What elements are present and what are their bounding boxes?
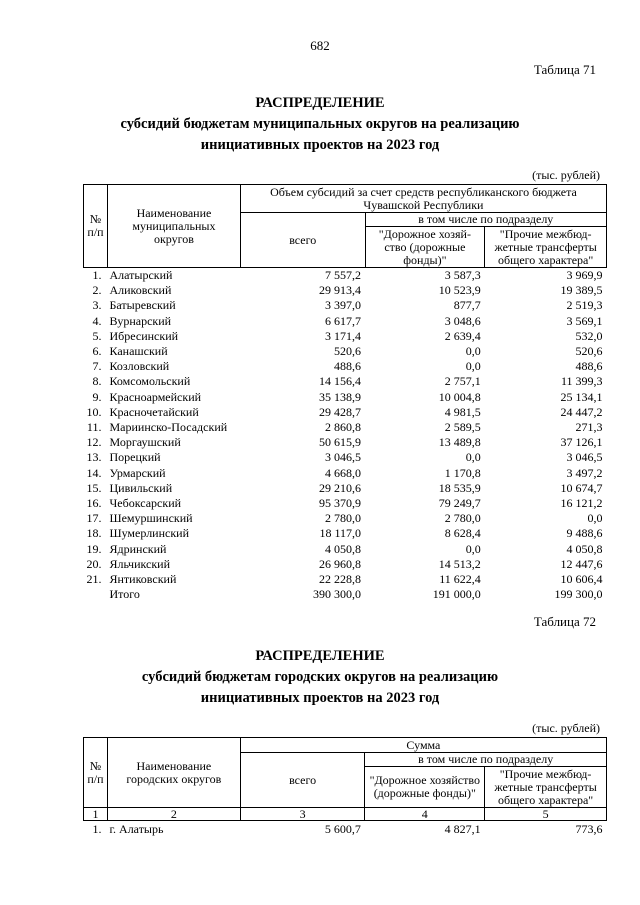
header-name: Наименование городских округов [107, 738, 240, 808]
total-value: 29 210,6 [319, 480, 362, 495]
road-value: 4 827,1 [444, 822, 481, 836]
total-value: 6 617,7 [325, 313, 362, 328]
total-value: 35 138,9 [319, 389, 362, 404]
total-value: 22 228,8 [319, 572, 362, 587]
table-71-label: Таблица 71 [533, 62, 596, 77]
row-number: 5. [92, 328, 102, 343]
column-index-row [84, 808, 607, 821]
district-name: Батыревский [109, 298, 176, 313]
total-value: 3 397,0 [325, 298, 362, 313]
other-value: 24 447,2 [560, 404, 603, 419]
page-number: 682 [310, 38, 330, 53]
row-number: 16. [86, 496, 102, 511]
table-row [84, 481, 607, 496]
header-name: Наименование муниципальных округов [107, 185, 240, 268]
table-row [84, 466, 607, 481]
total-value: 520,6 [334, 344, 362, 359]
district-name: Итого [109, 587, 140, 602]
other-value: 3 969,9 [566, 268, 603, 282]
header-sum: Сумма [240, 738, 606, 753]
row-number: 10. [86, 404, 102, 419]
road-value: 2 589,5 [444, 420, 481, 435]
district-name: Козловский [109, 359, 170, 374]
row-number: 2. [92, 283, 102, 298]
row-number: 18. [86, 526, 102, 541]
table-row [84, 390, 607, 405]
total-value: 2 780,0 [325, 511, 362, 526]
district-name: Канашский [109, 344, 168, 359]
other-value: 12 447,6 [560, 556, 603, 571]
road-value: 2 757,1 [444, 374, 481, 389]
row-number: 7. [92, 359, 102, 374]
total-value: 3 046,5 [325, 450, 362, 465]
total-value: 29 428,7 [319, 404, 362, 419]
table-row [84, 283, 607, 298]
district-name: Порецкий [109, 450, 161, 465]
other-value: 4 050,8 [566, 541, 603, 556]
total-value: 26 960,8 [319, 556, 362, 571]
road-value: 2 639,4 [444, 328, 481, 343]
table-row [84, 298, 607, 313]
district-name: Чебоксарский [109, 496, 182, 511]
road-value: 0,0 [465, 344, 481, 359]
table-row [84, 821, 607, 838]
table-row [84, 526, 607, 541]
other-value: 520,6 [575, 344, 603, 359]
column-index: 4 [365, 808, 485, 821]
other-value: 199 300,0 [554, 587, 603, 602]
other-value: 19 389,5 [560, 283, 603, 298]
district-name: Яльчикский [109, 556, 171, 571]
total-value: 95 370,9 [319, 496, 362, 511]
column-index: 1 [84, 808, 108, 821]
table-72 [83, 737, 607, 837]
header-other: "Прочие межбюд-жетные трансферты общего характера" [485, 767, 607, 808]
total-value: 2 860,8 [325, 420, 362, 435]
other-value: 37 126,1 [560, 435, 603, 450]
other-value: 10 674,7 [560, 480, 603, 495]
road-value: 13 489,8 [438, 435, 481, 450]
road-value: 877,7 [453, 298, 481, 313]
district-name: Янтиковский [109, 572, 177, 587]
table-71-units: (тыс. рублей) [532, 168, 600, 182]
table-row [84, 542, 607, 557]
table-72-units: (тыс. рублей) [532, 721, 600, 735]
table-72-label: Таблица 72 [533, 614, 596, 629]
table-row [84, 420, 607, 435]
district-name: Аликовский [109, 283, 172, 298]
road-value: 8 628,4 [444, 526, 481, 541]
road-value: 0,0 [465, 450, 481, 465]
total-row [84, 587, 607, 602]
row-number: 21. [86, 572, 102, 587]
other-value: 0,0 [587, 511, 603, 526]
road-value: 79 249,7 [438, 496, 481, 511]
road-value: 0,0 [465, 541, 481, 556]
total-value: 488,6 [334, 359, 362, 374]
row-number: 6. [92, 344, 102, 359]
heading-subtitle-1: субсидий бюджетам городских округов на реализацию [141, 669, 499, 685]
heading-title: РАСПРЕДЕЛЕНИЕ [255, 648, 385, 664]
row-number: 17. [86, 511, 102, 526]
total-value: 3 171,4 [325, 328, 362, 343]
road-value: 3 048,6 [444, 313, 481, 328]
row-number: 9. [92, 389, 102, 404]
road-value: 11 622,4 [439, 572, 481, 587]
other-value: 488,6 [575, 359, 603, 374]
table-row [84, 557, 607, 572]
district-name: Ибресинский [109, 328, 179, 343]
road-value: 3 587,3 [444, 268, 481, 282]
other-value: 9 488,6 [566, 526, 603, 541]
row-number: 19. [86, 541, 102, 556]
table-row [84, 450, 607, 465]
road-value: 191 000,0 [432, 587, 481, 602]
road-value: 10 004,8 [438, 389, 481, 404]
row-number: 4. [92, 313, 102, 328]
total-value: 18 117,0 [319, 526, 362, 541]
row-number: 8. [92, 374, 102, 389]
table-row [84, 405, 607, 420]
total-value: 7 557,2 [325, 268, 362, 282]
district-name: Красночетайский [109, 404, 199, 419]
header-total: всего [240, 213, 365, 268]
row-number: 13. [86, 450, 102, 465]
district-name: Красноармейский [109, 389, 202, 404]
total-value: 14 156,4 [319, 374, 362, 389]
header-num: № п/п [84, 185, 108, 268]
table-row [84, 511, 607, 526]
heading-subtitle-1: субсидий бюджетам муниципальных округов на реализацию [120, 116, 520, 132]
district-name: Вурнарский [109, 313, 172, 328]
heading-subtitle-2: инициативных проектов на 2023 год [200, 690, 440, 706]
road-value: 10 523,9 [438, 283, 481, 298]
row-number: 11. [86, 420, 102, 435]
table-row [84, 329, 607, 344]
row-number: 15. [86, 480, 102, 495]
table-row [84, 359, 607, 374]
other-value: 25 134,1 [560, 389, 603, 404]
other-value: 3 046,5 [566, 450, 603, 465]
table-row [84, 268, 607, 284]
other-value: 773,6 [575, 822, 603, 836]
table-row [84, 374, 607, 389]
road-value: 0,0 [465, 359, 481, 374]
column-index: 5 [485, 808, 607, 821]
row-number: 3. [92, 298, 102, 313]
header-road: "Дорожное хозяй-ство (дорожные фонды)" [365, 227, 485, 268]
header-incl: в том числе по подразделу [365, 213, 606, 227]
column-index: 2 [107, 808, 240, 821]
district-name: Ядринский [109, 541, 167, 556]
other-value: 3 497,2 [566, 465, 603, 480]
row-number: 1. [92, 822, 102, 836]
district-name: Цивильский [109, 480, 173, 495]
total-value: 29 913,4 [319, 283, 362, 298]
heading-title: РАСПРЕДЕЛЕНИЕ [255, 95, 385, 111]
header-other: "Прочие межбюд-жетные трансферты общего характера" [485, 227, 607, 268]
district-name: Шумерлинский [109, 526, 190, 541]
district-name: Моргаушский [109, 435, 181, 450]
district-name: Урмарский [109, 465, 166, 480]
header-road: "Дорожное хозяйство (дорожные фонды)" [365, 767, 485, 808]
table-row [84, 435, 607, 450]
total-value: 4 050,8 [325, 541, 362, 556]
table-71-heading [0, 93, 640, 156]
road-value: 4 981,5 [444, 404, 481, 419]
other-value: 11 399,3 [560, 374, 603, 389]
district-name: Алатырский [109, 268, 173, 282]
other-value: 3 569,1 [566, 313, 603, 328]
column-index: 3 [240, 808, 365, 821]
road-value: 1 170,8 [444, 465, 481, 480]
other-value: 16 121,2 [560, 496, 603, 511]
total-value: 5 600,7 [324, 822, 361, 836]
table-71-body [84, 268, 607, 603]
district-name: Мариинско-Посадский [109, 420, 228, 435]
district-name: г. Алатырь [109, 822, 164, 836]
row-number [84, 587, 108, 602]
table-72-heading [0, 646, 640, 709]
other-value: 2 519,3 [566, 298, 603, 313]
table-row [84, 314, 607, 329]
header-incl: в том числе по подразделу [365, 753, 607, 767]
row-number: 14. [86, 465, 102, 480]
road-value: 14 513,2 [438, 556, 481, 571]
table-row [84, 496, 607, 511]
district-name: Комсомольский [109, 374, 191, 389]
row-number: 20. [86, 556, 102, 571]
row-number: 1. [92, 268, 102, 282]
other-value: 271,3 [575, 420, 603, 435]
district-name: Шемуршинский [109, 511, 193, 526]
total-value: 390 300,0 [313, 587, 362, 602]
road-value: 2 780,0 [444, 511, 481, 526]
total-value: 4 668,0 [325, 465, 362, 480]
header-num: № п/п [84, 738, 108, 808]
table-row [84, 344, 607, 359]
row-number: 12. [86, 435, 102, 450]
road-value: 18 535,9 [438, 480, 481, 495]
other-value: 532,0 [575, 328, 603, 343]
header-volume: Объем субсидий за счет средств республиканского бюджета Чувашской Республики [240, 185, 606, 213]
table-row [84, 572, 607, 587]
heading-subtitle-2: инициативных проектов на 2023 год [200, 137, 440, 153]
header-total: всего [240, 753, 365, 808]
table-71 [83, 184, 607, 602]
total-value: 50 615,9 [319, 435, 362, 450]
other-value: 10 606,4 [560, 572, 603, 587]
